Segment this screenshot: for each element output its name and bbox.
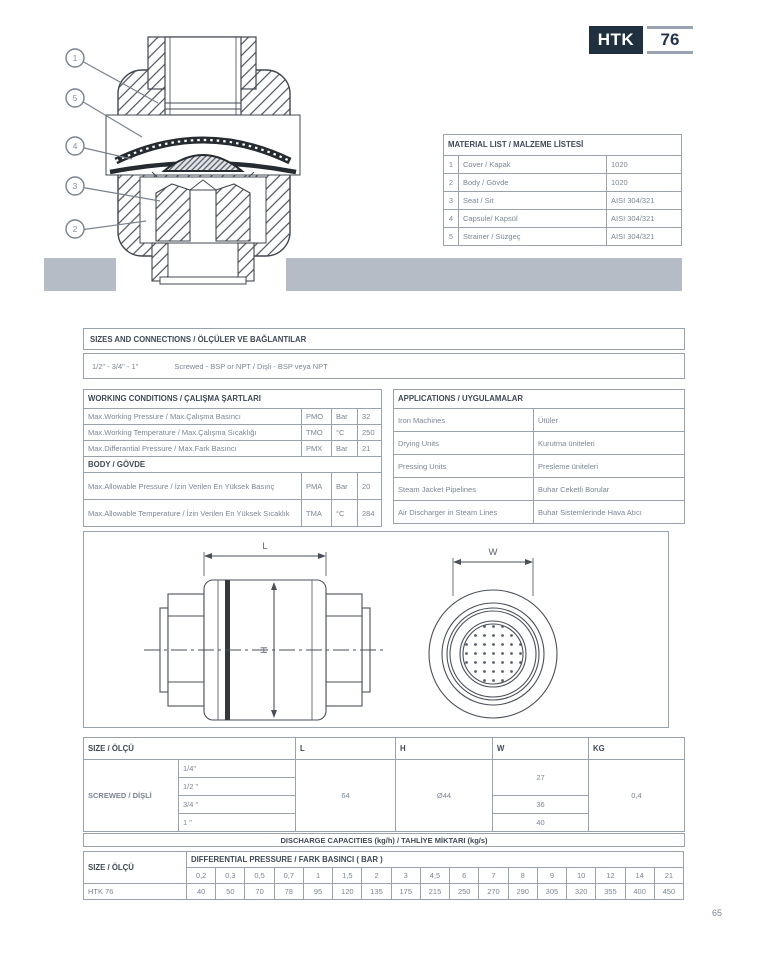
capacity-value: 355 — [596, 884, 625, 900]
capacity-value: 400 — [625, 884, 654, 900]
w-value: 27 — [493, 760, 589, 796]
pressure-value: 9 — [537, 868, 566, 884]
condition-label: Max.Allowable Pressure / İzin Verilen En Yüksek Basınç — [84, 473, 302, 500]
table-row — [444, 228, 682, 246]
sizes-connections-row — [83, 353, 685, 379]
h-value: Ø44 — [396, 760, 493, 832]
capacity-row — [84, 884, 684, 900]
model-number: 76 — [647, 26, 693, 54]
material-list-title: MATERIAL LIST / MALZEME LİSTESİ — [444, 135, 682, 156]
material-no: 2 — [444, 174, 459, 192]
material-spec: AISI 304/321 — [607, 210, 682, 228]
condition-unit: Bar — [332, 473, 358, 500]
material-no: 3 — [444, 192, 459, 210]
gray-band-right — [286, 258, 682, 291]
seat-part — [156, 184, 190, 241]
condition-value: 284 — [358, 500, 382, 527]
page-number: 65 — [712, 908, 723, 918]
application-en: Air Discharger in Steam Lines — [394, 501, 534, 524]
table-row — [444, 156, 682, 174]
application-tr: Buhar Ceketli Borular — [534, 478, 685, 501]
material-no: 1 — [444, 156, 459, 174]
capacity-value: 250 — [450, 884, 479, 900]
pressure-value: 0,5 — [245, 868, 274, 884]
condition-code: PMA — [302, 473, 332, 500]
size-range: 1/2" - 3/4" - 1" — [92, 361, 139, 371]
model-label: HTK 76 — [84, 884, 187, 900]
capacity-value: 78 — [274, 884, 303, 900]
callout-balloons — [66, 49, 84, 238]
pressure-value: 2 — [362, 868, 391, 884]
condition-code: TMA — [302, 500, 332, 527]
dim-label-l: L — [262, 541, 268, 552]
material-no: 5 — [444, 228, 459, 246]
col-header-l: L — [296, 738, 396, 760]
application-tr: Presleme üniteleri — [534, 455, 685, 478]
dim-label-w: W — [488, 547, 498, 558]
size-option: 1/2 " — [179, 778, 296, 796]
dimension-drawing — [84, 532, 668, 727]
table-row — [84, 425, 382, 441]
connection-type-label: SCREWED / DİŞLİ — [84, 760, 179, 832]
capacity-value: 290 — [508, 884, 537, 900]
pressure-value: 0,2 — [187, 868, 216, 884]
discharge-table — [83, 851, 684, 900]
applications-title: APPLICATIONS / UYGULAMALAR — [394, 390, 685, 409]
callout-2: 2 — [72, 224, 78, 234]
pressure-header: DIFFERENTIAL PRESSURE / FARK BASINCI ( BAR ) — [187, 852, 684, 868]
table-row — [84, 473, 382, 500]
condition-value: 250 — [358, 425, 382, 441]
w-value: 40 — [493, 814, 589, 832]
table-row — [394, 455, 685, 478]
w-value: 36 — [493, 796, 589, 814]
capacity-value: 120 — [333, 884, 362, 900]
material-spec: AISI 304/321 — [607, 192, 682, 210]
material-spec: 1020 — [607, 174, 682, 192]
size-option: 1/4" — [179, 760, 296, 778]
application-tr: Ütüler — [534, 409, 685, 432]
size-option: 1 " — [179, 814, 296, 832]
application-tr: Buhar Sistemlerinde Hava Atıcı — [534, 501, 685, 524]
material-name: Seat / Sit — [459, 192, 607, 210]
table-row — [394, 478, 685, 501]
capacity-value: 50 — [216, 884, 245, 900]
condition-label: Max.Differantial Pressure / Max.Fark Basıncı — [84, 441, 302, 457]
table-row — [84, 409, 382, 425]
pressure-value: 1,5 — [333, 868, 362, 884]
capacity-value: 175 — [391, 884, 420, 900]
discharge-size-header: SIZE / ÖLÇÜ — [84, 852, 187, 884]
pressure-value: 7 — [479, 868, 508, 884]
kg-value: 0,4 — [589, 760, 685, 832]
table-row — [444, 210, 682, 228]
pressure-value: 12 — [596, 868, 625, 884]
material-name: Body / Gövde — [459, 174, 607, 192]
condition-label: Max.Working Pressure / Max.Çalışma Basıncı — [84, 409, 302, 425]
table-row — [394, 432, 685, 455]
condition-code: TMO — [302, 425, 332, 441]
table-row — [394, 409, 685, 432]
valve-cross-section-drawing — [40, 25, 302, 287]
pressure-value: 3 — [391, 868, 420, 884]
capacity-value: 95 — [303, 884, 332, 900]
condition-code: PMO — [302, 409, 332, 425]
capacity-value: 70 — [245, 884, 274, 900]
pressure-value: 6 — [450, 868, 479, 884]
col-header-kg: KG — [589, 738, 685, 760]
application-en: Steam Jacket Pipelines — [394, 478, 534, 501]
table-row — [444, 174, 682, 192]
sizes-connections-title: SIZES AND CONNECTIONS / ÖLÇÜLER VE BAĞLANTILAR — [83, 328, 685, 350]
table-row — [444, 192, 682, 210]
side-view — [144, 541, 386, 720]
condition-unit: Bar — [332, 441, 358, 457]
condition-unit: °C — [332, 500, 358, 527]
brand-badge: HTK — [589, 26, 643, 54]
dimension-drawing-box — [83, 531, 669, 728]
strainer-face — [463, 624, 523, 684]
applications-table — [393, 389, 685, 524]
table-row — [84, 500, 382, 527]
discharge-title-bar: DISCHARGE CAPACITIES (kg/h) / TAHLİYE MİKTARI (kg/s) — [83, 833, 685, 847]
application-en: Iron Machines — [394, 409, 534, 432]
material-name: Cover / Kapak — [459, 156, 607, 174]
capacity-value: 320 — [567, 884, 596, 900]
pressure-value: 10 — [567, 868, 596, 884]
col-header-w: W — [493, 738, 589, 760]
body-subheader: BODY / GÖVDE — [84, 457, 382, 473]
size-table — [83, 737, 685, 832]
pressure-value: 4,5 — [420, 868, 449, 884]
material-name: Strainer / Süzgeç — [459, 228, 607, 246]
condition-unit: °C — [332, 425, 358, 441]
pressure-value: 1 — [303, 868, 332, 884]
capacity-value: 270 — [479, 884, 508, 900]
l-value: 64 — [296, 760, 396, 832]
condition-value: 20 — [358, 473, 382, 500]
material-no: 4 — [444, 210, 459, 228]
size-table-title: SIZE / ÖLÇÜ — [84, 738, 296, 760]
capacity-value: 450 — [654, 884, 683, 900]
callout-5: 5 — [72, 93, 78, 103]
capacity-value: 305 — [537, 884, 566, 900]
callout-1: 1 — [72, 53, 78, 63]
connection-type: Screwed - BSP or NPT / Dişli - BSP veya NPT — [174, 361, 328, 371]
pressure-value: 21 — [654, 868, 683, 884]
table-row — [394, 501, 685, 524]
dim-label-h: H — [259, 646, 270, 654]
application-tr: Kurutma üniteleri — [534, 432, 685, 455]
pressure-value: 8 — [508, 868, 537, 884]
table-row — [84, 760, 685, 778]
material-name: Capsule/ Kapsül — [459, 210, 607, 228]
condition-code: PMX — [302, 441, 332, 457]
capacity-value: 40 — [187, 884, 216, 900]
pressure-value: 0,7 — [274, 868, 303, 884]
callout-3: 3 — [72, 181, 78, 191]
working-conditions-table — [83, 389, 382, 527]
pressure-value: 14 — [625, 868, 654, 884]
valve-body-section — [106, 37, 300, 284]
condition-value: 32 — [358, 409, 382, 425]
pressure-value: 0,3 — [216, 868, 245, 884]
working-conditions-title: WORKING CONDITIONS / ÇALIŞMA ŞARTLARI — [84, 390, 382, 409]
table-row — [84, 441, 382, 457]
col-header-h: H — [396, 738, 493, 760]
callout-4: 4 — [72, 141, 78, 151]
condition-label: Max.Allowable Temperature / İzin Verilen En Yüksek Sıcaklık — [84, 500, 302, 527]
condition-value: 21 — [358, 441, 382, 457]
product-logo — [589, 26, 693, 54]
condition-label: Max.Working Temperature / Max.Çalışma Sıcaklığı — [84, 425, 302, 441]
condition-unit: Bar — [332, 409, 358, 425]
application-en: Pressing Units — [394, 455, 534, 478]
capacity-value: 215 — [420, 884, 449, 900]
size-option: 3/4 " — [179, 796, 296, 814]
material-spec: 1020 — [607, 156, 682, 174]
application-en: Drying Units — [394, 432, 534, 455]
material-list-table — [443, 134, 682, 246]
front-view — [429, 547, 557, 718]
material-spec: AISI 304/321 — [607, 228, 682, 246]
capacity-value: 135 — [362, 884, 391, 900]
